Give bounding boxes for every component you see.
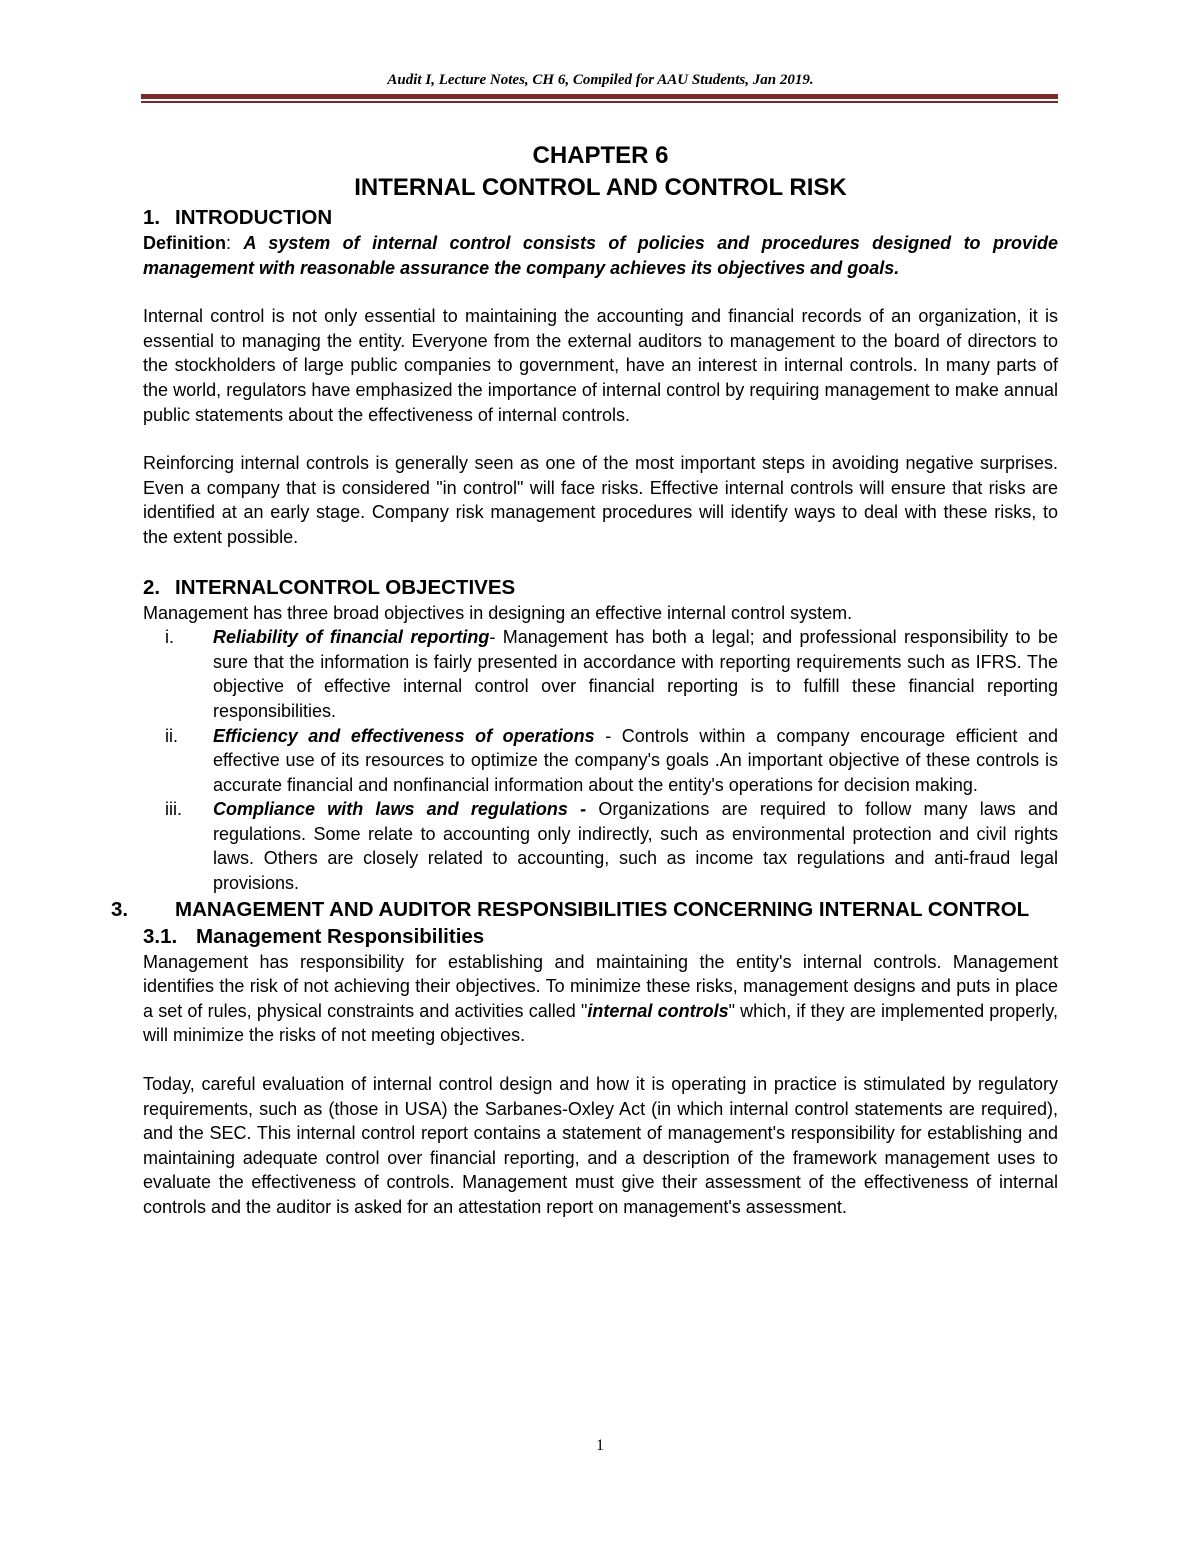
objectives-list xyxy=(143,625,1058,896)
paragraph-text: Management has responsibility for establishing and maintaining the entity's internal controls. Management identifies the risk of not achieving their objectives. To minimize these risks, management designs and puts in place a set of rules, physical constraints and activities called " xyxy=(143,951,1058,1021)
list-numeral: i. xyxy=(165,627,174,648)
list-numeral: iii. xyxy=(165,799,182,820)
page-number: 1 xyxy=(596,1437,604,1454)
chapter-number: CHAPTER 6 xyxy=(532,142,669,169)
section-title: INTERNALCONTROL OBJECTIVES xyxy=(175,575,516,599)
management-paragraph-1 xyxy=(143,950,1058,1048)
page-body xyxy=(111,140,1058,1220)
chapter-title: INTERNAL CONTROL AND CONTROL RISK xyxy=(354,174,847,201)
section-title: INTRODUCTION xyxy=(175,206,333,229)
internal-controls-term: internal controls xyxy=(587,1000,729,1021)
definition-label: Definition xyxy=(143,233,226,253)
list-item xyxy=(143,797,1058,895)
header-rule-thin xyxy=(141,101,1058,103)
objectives-intro: Management has three broad objectives in designing an effective internal control system. xyxy=(143,602,853,623)
spacer xyxy=(143,280,1058,304)
spacer xyxy=(143,1048,1058,1072)
section-1-heading xyxy=(143,204,1058,231)
list-term: Reliability of financial reporting xyxy=(213,627,490,648)
section-number: 1. xyxy=(143,206,161,229)
intro-paragraph-1: Internal control is not only essential to maintaining the accounting and financial records of an organization, it is essential to managing the entity. Everyone from the external auditors to management to the board of directors to the stockholders of large public companies to government, have an interest in internal controls. In many parts of the world, regulators have emphasized the importance of internal control by requiring management to make annual public statements about the effectiveness of internal controls. xyxy=(143,306,1058,425)
list-numeral: ii. xyxy=(165,725,178,746)
running-header: Audit I, Lecture Notes, CH 6, Compiled for AAU Students, Jan 2019. xyxy=(387,72,814,88)
list-item xyxy=(143,724,1058,798)
section-number: 2. xyxy=(143,575,161,599)
definition-paragraph xyxy=(143,231,1058,280)
section-title: MANAGEMENT AND AUDITOR RESPONSIBILITIES CONCERNING INTERNAL CONTROL xyxy=(175,897,1030,921)
list-term: Compliance with laws and regulations - xyxy=(213,799,587,820)
management-paragraph-2: Today, careful evaluation of internal control design and how it is operating in practice is stimulated by regulatory requirements, such as (those in USA) the Sarbanes-Oxley Act (in which internal control statements are required), and the SEC. This internal control report contains a statement of management's responsibility for establishing and maintaining adequate control over financial reporting, and a description of the framework management uses to evaluate the effectiveness of controls. Management must give their assessment of the effectiveness of internal controls and the auditor is asked for an attestation report on management's assessment. xyxy=(143,1074,1058,1217)
section-3-heading xyxy=(111,896,1058,923)
definition-colon: : xyxy=(226,233,244,253)
definition-text: A system of internal control consists of policies and procedures designed to provide management with reasonable assurance the company achieves its objectives and goals. xyxy=(143,233,1058,278)
subsection-title: Management Responsibilities xyxy=(196,924,485,948)
list-term: Efficiency and effectiveness of operations xyxy=(213,725,595,746)
section-2-heading xyxy=(143,574,1058,601)
list-item xyxy=(143,625,1058,723)
header-rule-thick xyxy=(141,94,1058,99)
intro-paragraph-2: Reinforcing internal controls is generally seen as one of the most important steps in avoiding negative surprises. Even a company that is considered "in control" will face risks. Effective internal controls will ensure that risks are identified at an early stage. Company risk management procedures will identify ways to deal with these risks, to the extent possible. xyxy=(143,453,1058,547)
spacer xyxy=(143,427,1058,451)
section-number: 3. xyxy=(111,897,129,921)
subsection-3-1-heading xyxy=(143,923,1058,950)
paragraph-text: " which, if they are implemented properly, will minimize the risks of not meeting objectives. xyxy=(143,1000,1058,1046)
list-text: - Management has both a legal; and professional responsibility to be sure that the information is fairly presented in accordance with reporting requirements such as IFRS. The objective of effective internal control over financial reporting is to fulfill these financial reporting responsibilities. xyxy=(213,627,1058,721)
list-text: - Controls within a company encourage efficient and effective use of its resources to optimize the company's goals .An important objective of these controls is accurate financial and nonfinancial information about the entity's operations for decision making. xyxy=(213,725,1058,795)
subsection-number: 3.1. xyxy=(143,924,178,948)
list-text: Organizations are required to follow many laws and regulations. Some relate to accounting only indirectly, such as environmental protection and civil rights laws. Others are closely related to accounting, such as income tax regulations and anti-fraud legal provisions. xyxy=(213,799,1058,894)
spacer xyxy=(143,550,1058,574)
